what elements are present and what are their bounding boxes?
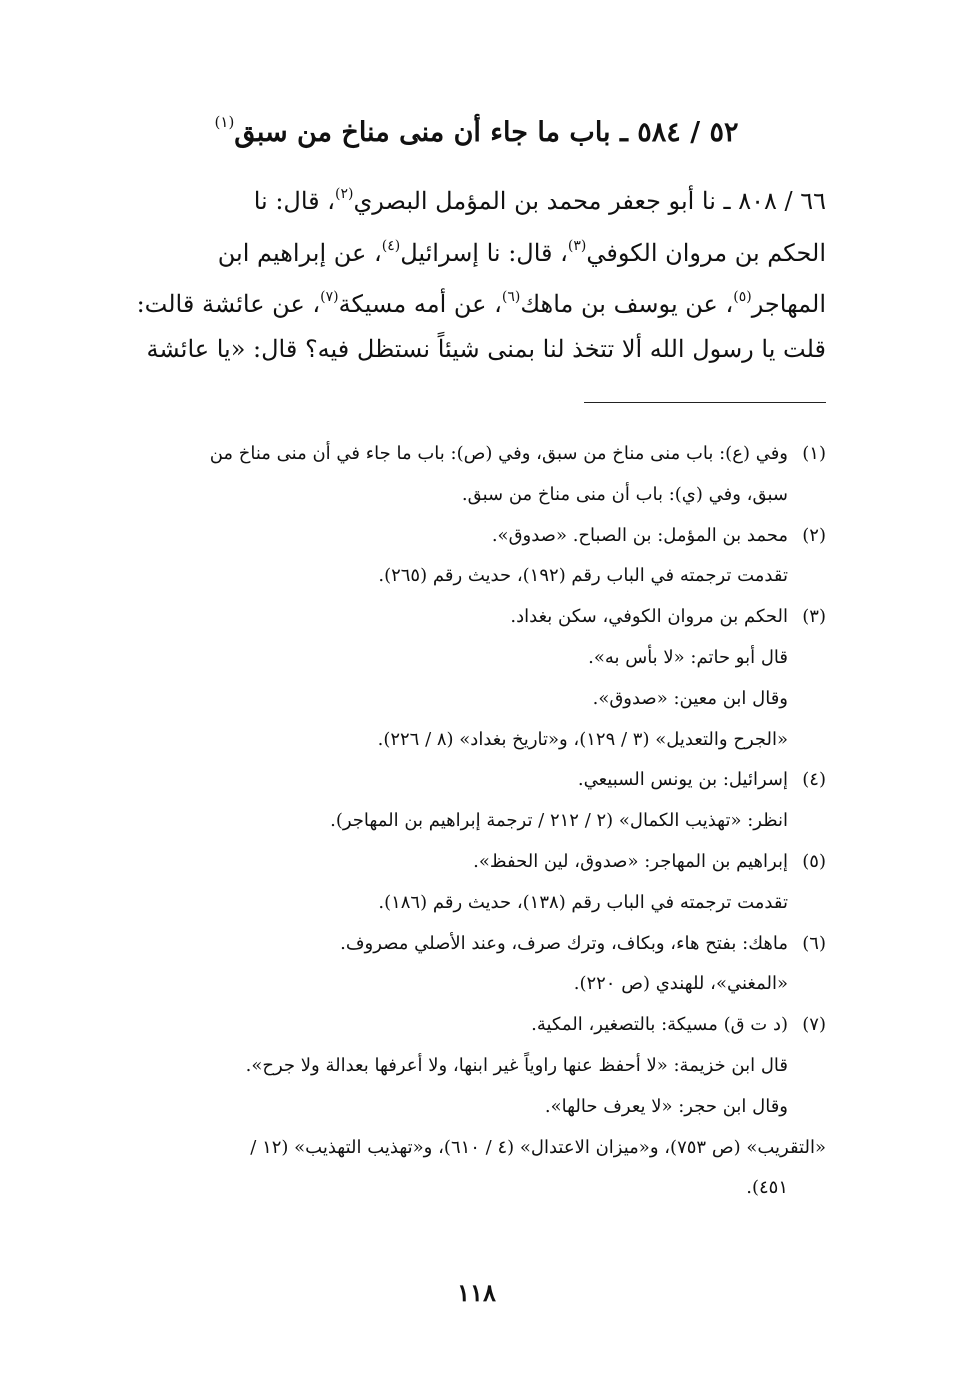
footnote-line: «التقريب» (ص ٧٥٣)، و«ميزان الاعتدال» (٤ / ٦١٠)، و«تهذيب التهذيب» (١٢ / (250, 1136, 826, 1158)
text-line: قلت يا رسول الله ألا تتخذ لنا بمنى شيئاً نستظل فيه؟ قال: «يا عائشة (146, 334, 826, 363)
footnote-line: (٧)(د ت ق) مسيكة: بالتصغير، المكية. (100, 1005, 826, 1046)
footnote-line: تقدمت ترجمته في الباب رقم (١٣٨)، حديث رقم (١٨٦). (378, 891, 788, 913)
footnote-line: «المغني»، للهندي (ص ٢٢٠). (573, 973, 788, 995)
page-number: ١١٨ (457, 1278, 496, 1307)
footnote-line: تقدمت ترجمته في الباب رقم (١٩٢)، حديث رقم (٢٦٥). (378, 565, 788, 587)
footnote-line: (٣)الحكم بن مروان الكوفي، سكن بغداد. (100, 597, 826, 638)
footnote-line: وقال ابن حجر: «لا يعرف حالها». (544, 1095, 788, 1117)
footnote-marker: (٢) (335, 186, 354, 202)
footnote-number: (٧) (802, 1014, 826, 1036)
footnote-line: «الجرح والتعديل» (٣ / ١٢٩)، و«تاريخ بغداد» (٨ / ٢٢٦). (377, 728, 788, 750)
chapter-title: ٥٢ / ٥٨٤ ـ باب ما جاء أن منى مناخ من سبق (234, 117, 739, 148)
hadith-text (106, 172, 826, 371)
footnote-line: ٤٥١). (746, 1177, 788, 1199)
footnote-marker: (١) (214, 113, 235, 131)
footnote-line: قال ابن خزيمة: «لا أحفظ عنها راوياً غير ابنها، ولا أعرفها بعدالة ولا جرح». (245, 1054, 788, 1076)
text-line: ٦٦ / ٨٠٨ ـ نا أبو جعفر محمد بن المؤمل البصري$^{(٢)}$، قال: نا (253, 186, 826, 215)
footnote-line: (٤)إسرائيل: بن يونس السبيعي. (100, 760, 826, 801)
footnote-line: انظر: «تهذيب الكمال» (٢ / ٢١٢ / ترجمة إبراهيم بن المهاجر). (330, 810, 788, 832)
footnote-number: (٢) (802, 524, 826, 546)
footnote-line: (٥)إبراهيم بن المهاجر: «صدوق، لين الحفظ». (100, 842, 826, 883)
footnote-line: (٦)ماهك: بفتح هاء، وبكاف، وترك صرف، وعند الأصلي مصروف. (100, 924, 826, 965)
footnote-line: قال أبو حاتم: «لا بأس به». (588, 646, 788, 668)
footnote-marker: (٣) (567, 237, 587, 254)
footnote-line: (١)وفي (ع): باب منى مناخ من سبق، وفي (ص): باب ما جاء في أن منى مناخ من (100, 434, 826, 475)
chapter-heading (100, 100, 853, 155)
footnote-number: (٣) (802, 606, 826, 628)
footnote-line: (٢)محمد بن المؤمل: بن الصباح. «صدوق». (100, 516, 826, 557)
text-line: المهاجر$^{(٥)}$، عن يوسف بن ماهك$^{(٦)}$، عن أمه مسيكة$^{(٧)}$، عن عائشة قالت: (136, 289, 826, 318)
footnote-marker: (٧) (320, 289, 339, 305)
footnote-marker: (٦) (501, 289, 521, 305)
footnote-marker: (٤) (381, 237, 401, 254)
footnote-number: (٦) (802, 932, 826, 954)
footnote-separator (584, 402, 826, 403)
footnote-line: وقال ابن معين: «صدوق». (592, 687, 788, 709)
footnote-number: (٤) (802, 769, 826, 791)
footnote-line: سبق، وفي (ي): باب أن منى مناخ من سبق. (461, 483, 788, 505)
footnote-number: (١) (802, 443, 826, 464)
footnote-marker: (٥) (733, 289, 752, 305)
text-line: الحكم بن مروان الكوفي$^{(٣)}$، قال: نا إسرائيل$^{(٤)}$، عن إبراهيم ابن (217, 237, 826, 267)
footnotes (100, 434, 826, 1209)
footnote-number: (٥) (802, 850, 826, 872)
